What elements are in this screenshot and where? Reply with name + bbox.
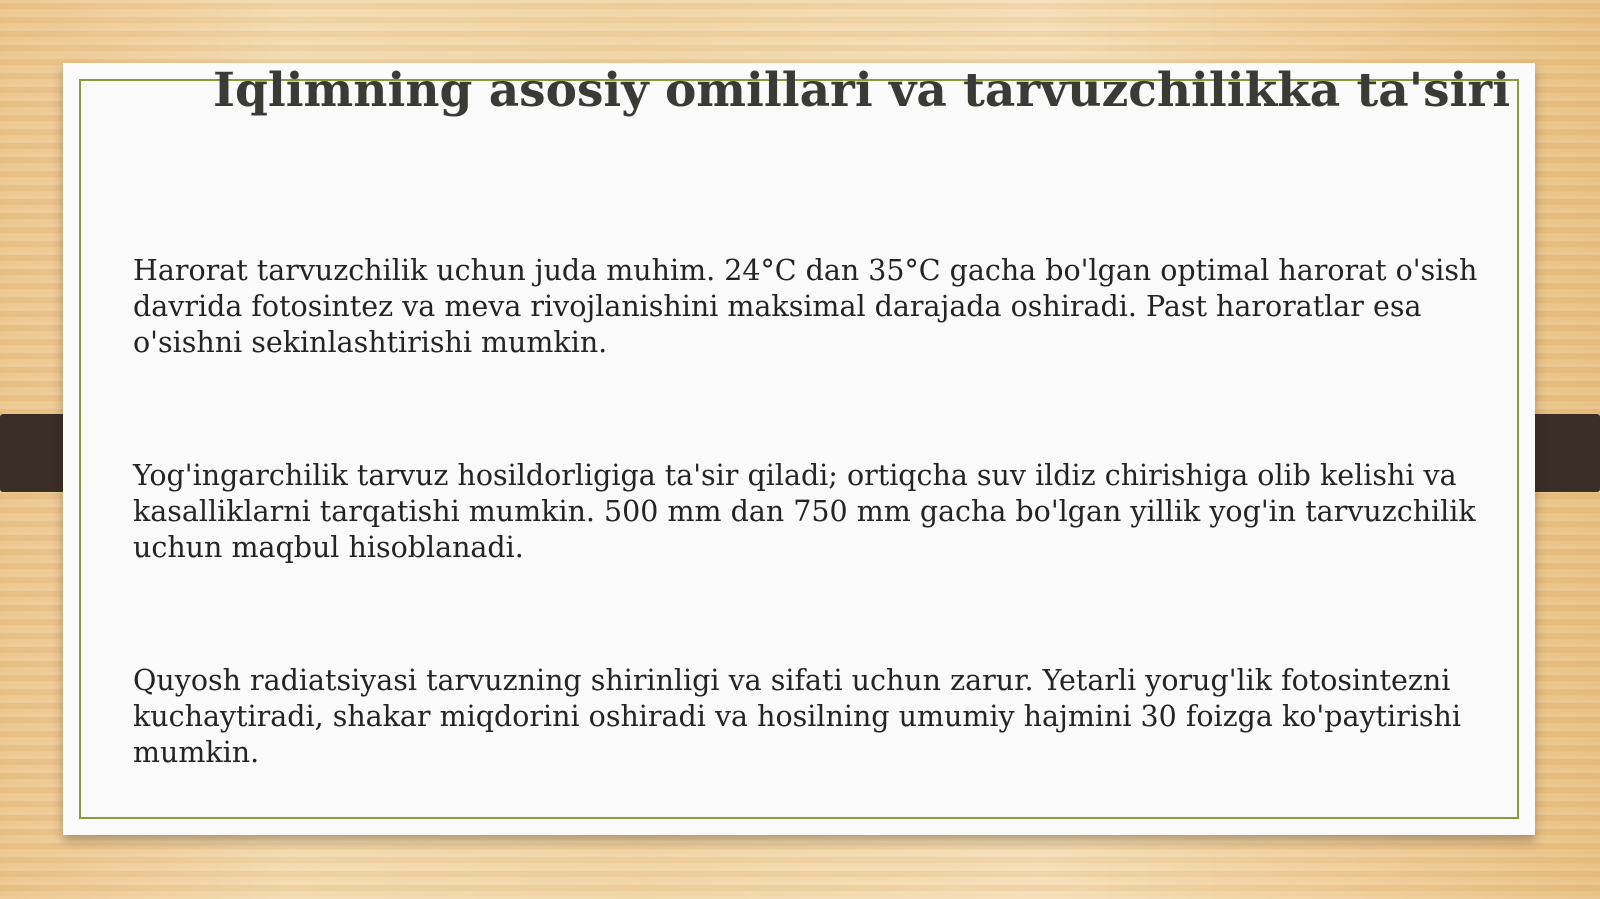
paragraph-temperature: Harorat tarvuzchilik uchun juda muhim. 24°C dan 35°C gacha bo'lgan optimal harorat o'sish davrida fotosintez va meva rivojlanishini maksimal darajada oshiradi. Past haroratlar esa o'sishni sekinlashtirishi mumkin. <box>133 254 1478 359</box>
slide-title: Iqlimning asosiy omillari va tarvuzchilikka ta'siri <box>213 63 1511 118</box>
slide-card <box>63 63 1535 835</box>
paragraph-solar-radiation: Quyosh radiatsiyasi tarvuzning shirinligi va sifati uchun zarur. Yetarli yorug'lik fotosintezni kuchaytiradi, shakar miqdorini oshiradi va hosilning umumiy hajmini 30 foizga ko'paytirishi mumkin. <box>133 664 1461 769</box>
paragraph-precipitation: Yog'ingarchilik tarvuz hosildorligiga ta'sir qiladi; ortiqcha suv ildiz chirishiga olib kelishi va kasalliklarni tarqatishi mumkin. 500 mm dan 750 mm gacha bo'lgan yillik yog'in tarvuzchilik uchun maqbul hisoblanadi. <box>133 459 1476 564</box>
